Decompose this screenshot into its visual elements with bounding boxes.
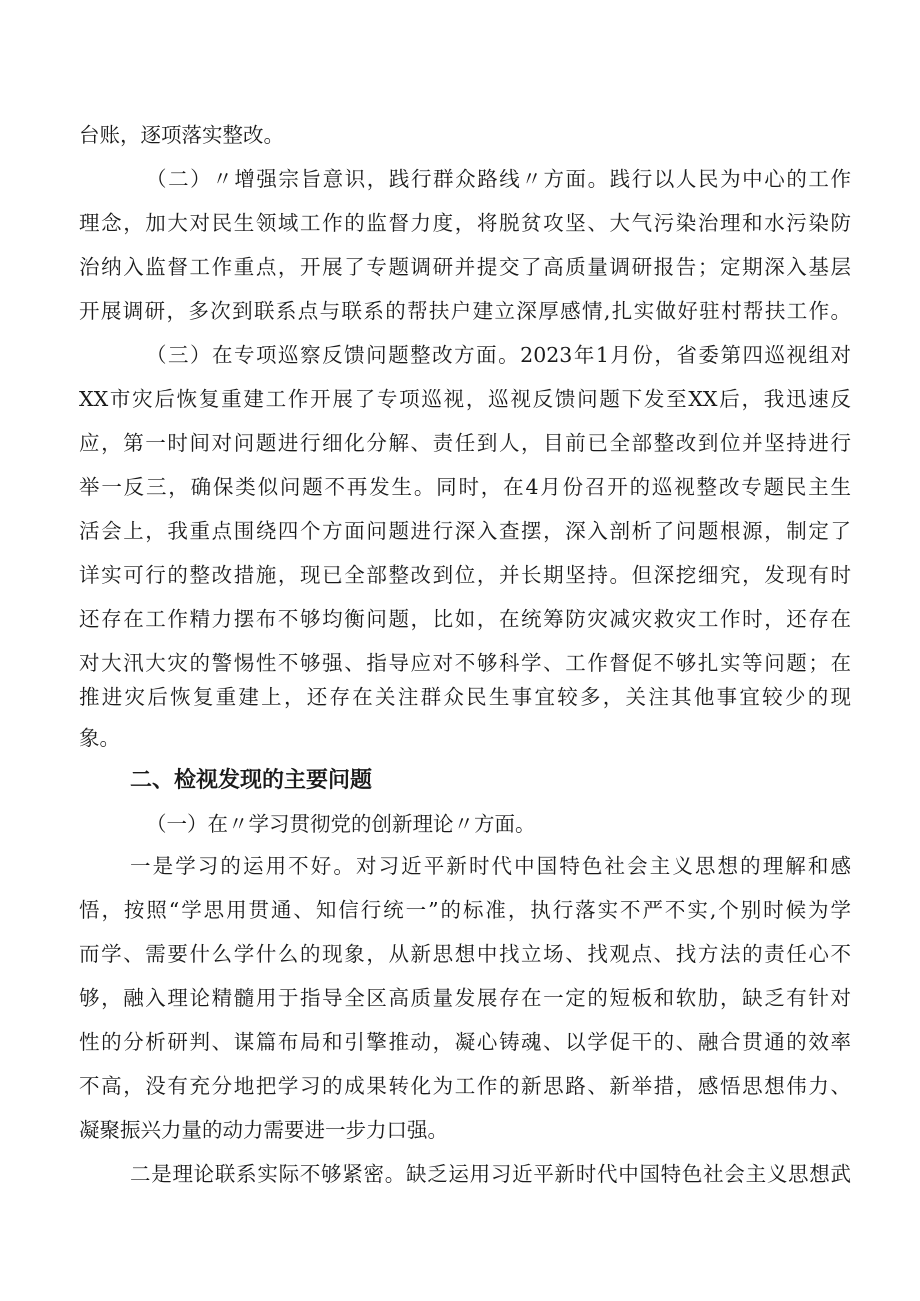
paragraph-line: 二是理论联系实际不够紧密。缺乏运用习近平新时代中国特色社会主义思想武 [130, 1162, 851, 1186]
paragraph-line: 象。 [79, 726, 120, 750]
paragraph-line: 还存在工作精力摆布不够均衡问题，比如，在统筹防灾减灾救灾工作时，还存在 [79, 607, 851, 631]
paragraph-line: 理念，加大对民生领域工作的监督力度，将脱贫攻坚、大气污染治理和水污染防 [79, 211, 851, 235]
paragraph-line: 一是学习的运用不好。对习近平新时代中国特色社会主义思想的理解和感 [130, 854, 851, 878]
subsection-title: （一）在〃学习贯彻党的创新理论〃方面。 [146, 812, 536, 836]
paragraph-line: XX市灾后恢复重建工作开展了专项巡视，巡视反馈问题下发至XX后，我迅速反 [79, 387, 851, 411]
paragraph-line: 凝聚振兴力量的动力需要进一步力口强。 [79, 1118, 448, 1142]
paragraph-line: 应，第一时间对问题进行细化分解、责任到人，目前已全部整改到位并坚持进行 [79, 431, 851, 455]
paragraph-line: 够，融入理论精髓用于指导全区高质量发展存在一定的短板和软肋，缺乏有针对 [79, 986, 851, 1010]
paragraph-line: 悟，按照“学思用贯通、知信行统一”的标准，执行落实不严不实,个别时候为学 [79, 898, 851, 922]
paragraph-line: 而学、需要什么学什么的现象，从新思想中找立场、找观点、找方法的责任心不 [79, 942, 851, 966]
paragraph-line: 开展调研，多次到联系点与联系的帮扶户建立深厚感情,扎实做好驻村帮扶工作。 [79, 299, 851, 323]
paragraph-line: 不高，没有充分地把学习的成果转化为工作的新思路、新举措，感悟思想伟力、 [79, 1074, 851, 1098]
paragraph-line: （三）在专项巡察反馈问题整改方面。2023年1月份，省委第四巡视组对 [146, 343, 851, 367]
paragraph-line: 活会上，我重点围绕四个方面问题进行深入查摆，深入剖析了问题根源，制定了 [79, 519, 851, 543]
paragraph-line: 治纳入监督工作重点，开展了专题调研并提交了高质量调研报告；定期深入基层 [79, 255, 851, 279]
paragraph-line: 台账，逐项落实整改。 [79, 123, 284, 147]
paragraph-line: 性的分析研判、谋篇布局和引擎推动，凝心铸魂、以学促干的、融合贯通的效率 [79, 1030, 851, 1054]
paragraph-line: 推进灾后恢复重建上，还存在关注群众民生事宜较多，关注其他事宜较少的现 [79, 685, 851, 709]
paragraph-line: 详实可行的整改措施，现已全部整改到位，并长期坚持。但深挖细究，发现有时 [79, 563, 851, 587]
paragraph-line: （二）〃增强宗旨意识，践行群众路线〃方面。践行以人民为中心的工作 [146, 167, 851, 191]
section-heading: 二、检视发现的主要问题 [130, 768, 373, 793]
paragraph-line: 对大汛大灾的警惕性不够强、指导应对不够科学、工作督促不够扎实等问题；在 [79, 651, 851, 675]
paragraph-line: 举一反三，确保类似问题不再发生。同时，在4月份召开的巡视整改专题民主生 [79, 475, 851, 499]
